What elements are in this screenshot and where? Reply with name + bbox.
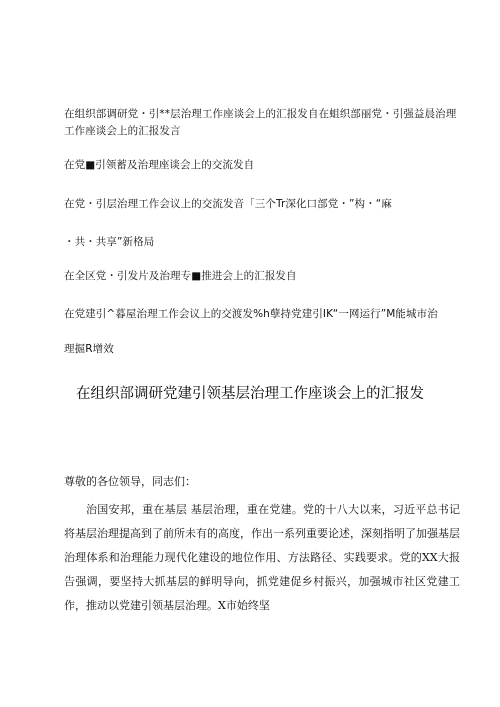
salutation: 尊敬的各位领导，同志们： [64, 475, 196, 488]
toc-entry-5-continued[interactable]: 理掘R增效 [64, 343, 114, 355]
toc-entry-5[interactable]: 在党建引^暮屋治理工作会议上的交渡发%h孽持党建引IK“一网运行”M能城市治 [64, 308, 438, 320]
toc-entry-3-continued[interactable]: ・共・共享”新格局 [64, 236, 155, 248]
toc-entry-2[interactable]: 在党■引领蓄及治理座谈会上的交流发自 [64, 159, 255, 171]
document-title: 在组织部调研党建引领基层治理工作座谈会上的汇报发 [76, 386, 424, 402]
toc-entry-1[interactable]: 在组织部调研党・引**层治理工作座谈会上的汇报发自在蛆织部丽党・引强益晨治理工作座谈会上的汇报发言 [64, 108, 457, 137]
body-paragraph: 治国安邦，重在基层 基层治理，重在党建。党的十八大以来，习近平总书记将基层治理提高到了前所未有的高度，作出一系列重要论述，深刻指明了加强基层治理体系和治理能力现代化建设的地位作用、方法路径、实践要求。党的XX大报告强调，要坚持大抓基层的鲜明导向，抓党建促乡村振兴，加强城市社区党建工作，推动以党建引领基层治理。X市始终坚 [64, 503, 460, 612]
toc-entry-4[interactable]: 在全区党・引发片及治理专■推进会上的汇报发自 [64, 270, 297, 282]
toc-entry-3[interactable]: 在党・引层治理工作会议上的交流发音「三个Tr深化口部党・”构・“麻 [64, 198, 392, 210]
